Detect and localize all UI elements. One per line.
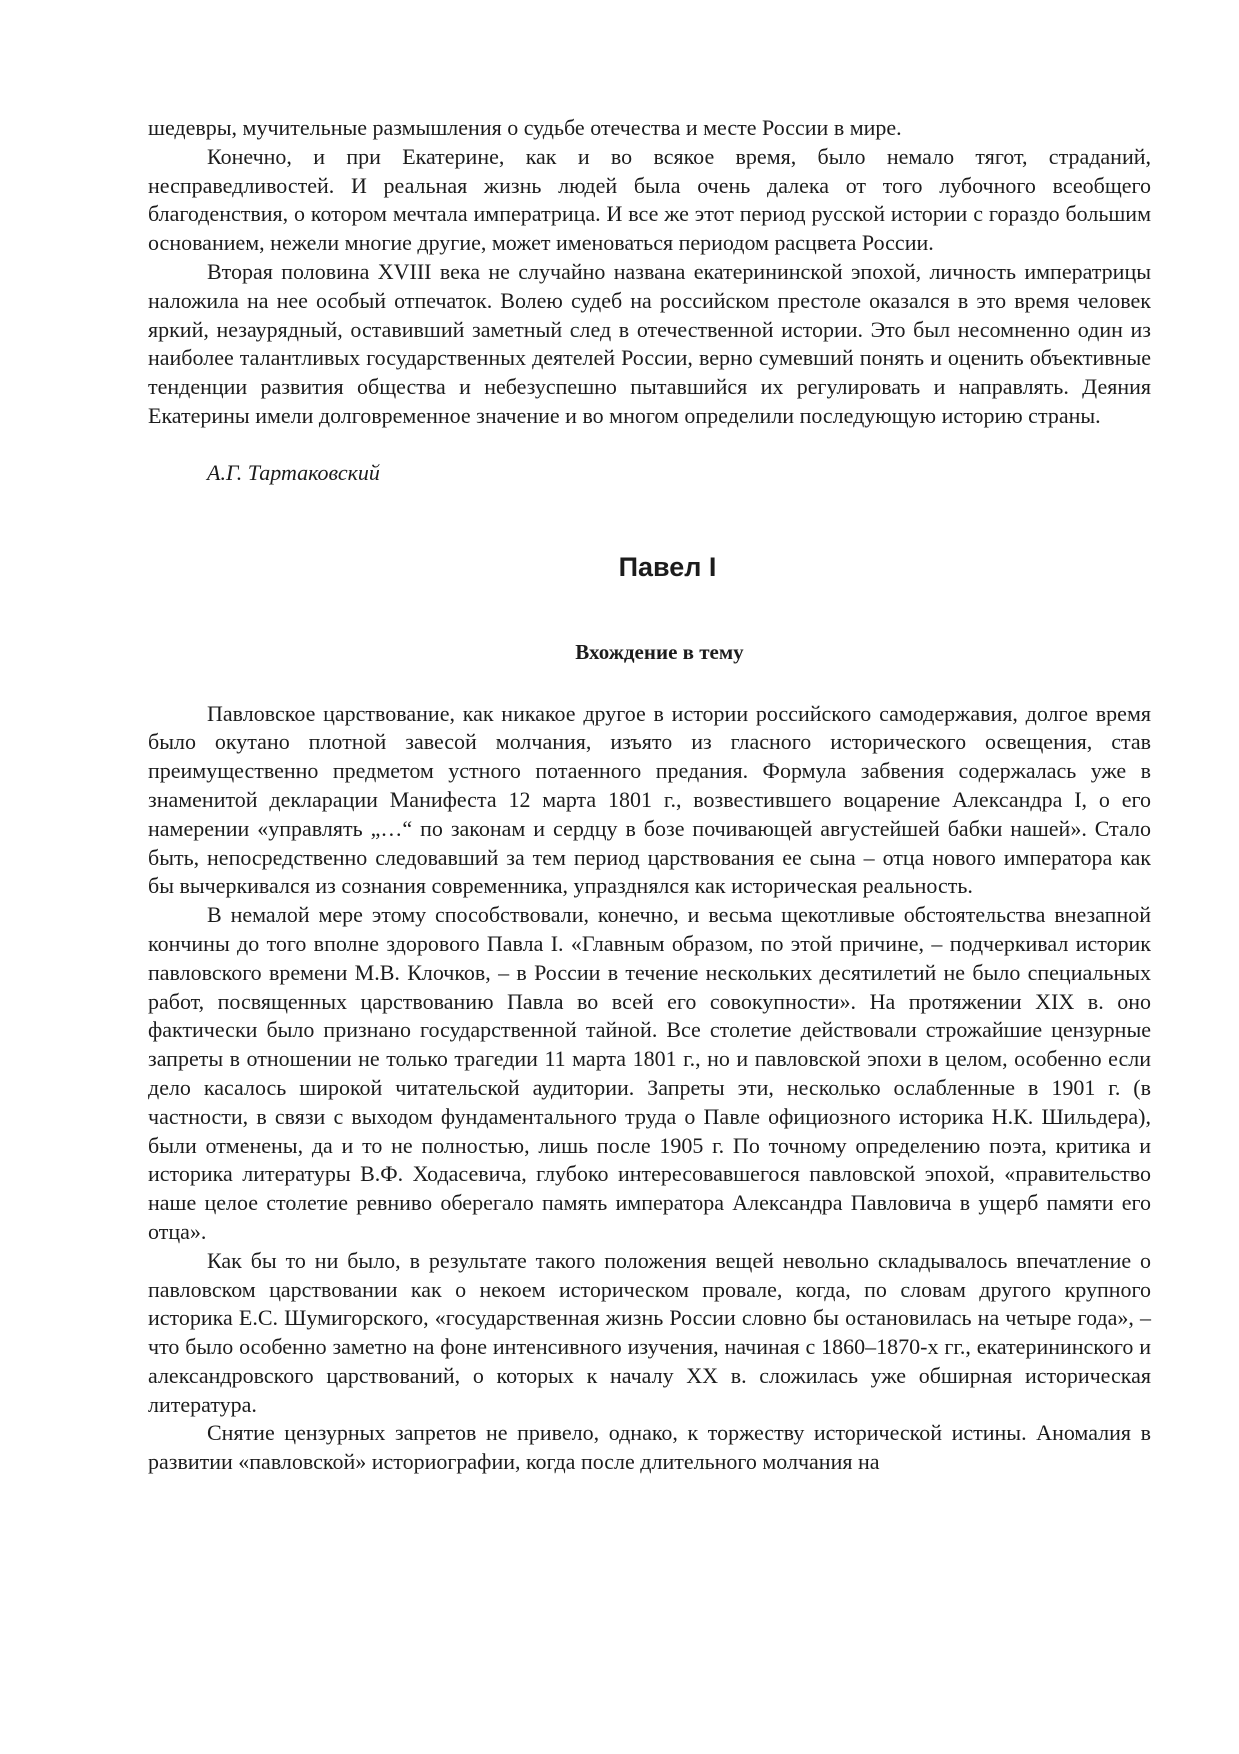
author-signature: А.Г. Тартаковский [207,459,380,485]
body-paragraph-4: Снятие цензурных запретов не привело, однако, к торжеству исторической истины. Аномалия в развитии «павловской» историографии, когда после длительного молчания на [148,1420,1151,1475]
chapter-title: Павел I [618,551,717,582]
body-paragraph-3: Как бы то ни было, в результате такого положения вещей невольно складывалось впечатление о павловском царствовании как о некоем историческом провале, когда, по словам другого крупного историка Е.С. Шумигорского, «государственная жизнь России словно бы остановилась на четыре года», – что было особенно заметно на фоне интенсивного изучения, начиная с 1860–1870-х гг., екатерининского и александровского царствований, о которых к началу XX в. сложилась уже обширная историческая литература. [148,1247,1151,1417]
body-paragraph-1: Павловское царствование, как никакое другое в истории российского самодержавия, долгое время было окутано плотной завесой молчания, изъято из гласного исторического освещения, став преимущественно предметом устного потаенного предания. Формула забвения содержалась уже в знаменитой декларации Манифеста 12 марта 1801 г., возвестившего воцарение Александра I, о его намерении «управлять „…“ по законам и сердцу в бозе почивающей августейшей бабки нашей». Стало быть, непосредственно следовавший за тем период царствования ее сына – отца нового императора как бы вычеркивался из сознания современника, упразднялся как историческая реальность. [148,700,1151,899]
body-paragraph-2: В немалой мере этому способствовали, конечно, и весьма щекотливые обстоятельства внезапной кончины до того вполне здорового Павла I. «Главным образом, по этой причине, – подчеркивал историк павловского времени М.В. Клочков, – в России в течение нескольких десятилетий не было специальных работ, посвященных царствованию Павла во всей его совокупности». На протяжении XIX в. оно фактически было признано государственной тайной. Все столетие действовали строжайшие цензурные запреты в отношении не только трагедии 11 марта 1801 г., но и павловской эпохи в целом, особенно если дело касалось широкой читательской аудитории. Запреты эти, несколько ослабленные в 1901 г. (в частности, в связи с выходом фундаментального труда о Павле официозного историка Н.К. Шильдера), были отменены, да и то не полностью, лишь после 1905 г. По точному определению поэта, критика и историка литературы В.Ф. Ходасевича, глубоко интересовавшегося павловской эпохой, «правительство наше целое столетие ревниво оберегало память императора Александра Павловича в ущерб памяти его отца». [148,902,1151,1244]
section-title: Вхождение в тему [575,639,744,664]
intro-paragraph-2: Конечно, и при Екатерине, как и во всякое время, было немало тягот, страданий, несправедливостей. И реальная жизнь людей была очень далека от того лубочного всеобщего благоденствия, о котором мечтала императрица. И все же этот период русской истории с гораздо большим основанием, нежели многие другие, может именоваться периодом расцвета России. [148,143,1151,256]
intro-paragraph-3: Вторая половина XVIII века не случайно названа екатерининской эпохой, личность императрицы наложила на нее особый отпечаток. Волею судеб на российском престоле оказался в это время человек яркий, незаурядный, оставивший заметный след в отечественной истории. Это был несомненно один из наиболее талантливых государственных деятелей России, верно сумевший понять и оценить объективные тенденции развития общества и небезуспешно пытавшийся их регулировать и направлять. Деяния Екатерины имели долговременное значение и во многом определили последующую историю страны. [148,258,1151,428]
document-page [148,114,1151,1477]
intro-paragraph-1: шедевры, мучительные размышления о судьбе отечества и месте России в мире. [148,115,902,140]
section-body [148,700,1151,1478]
